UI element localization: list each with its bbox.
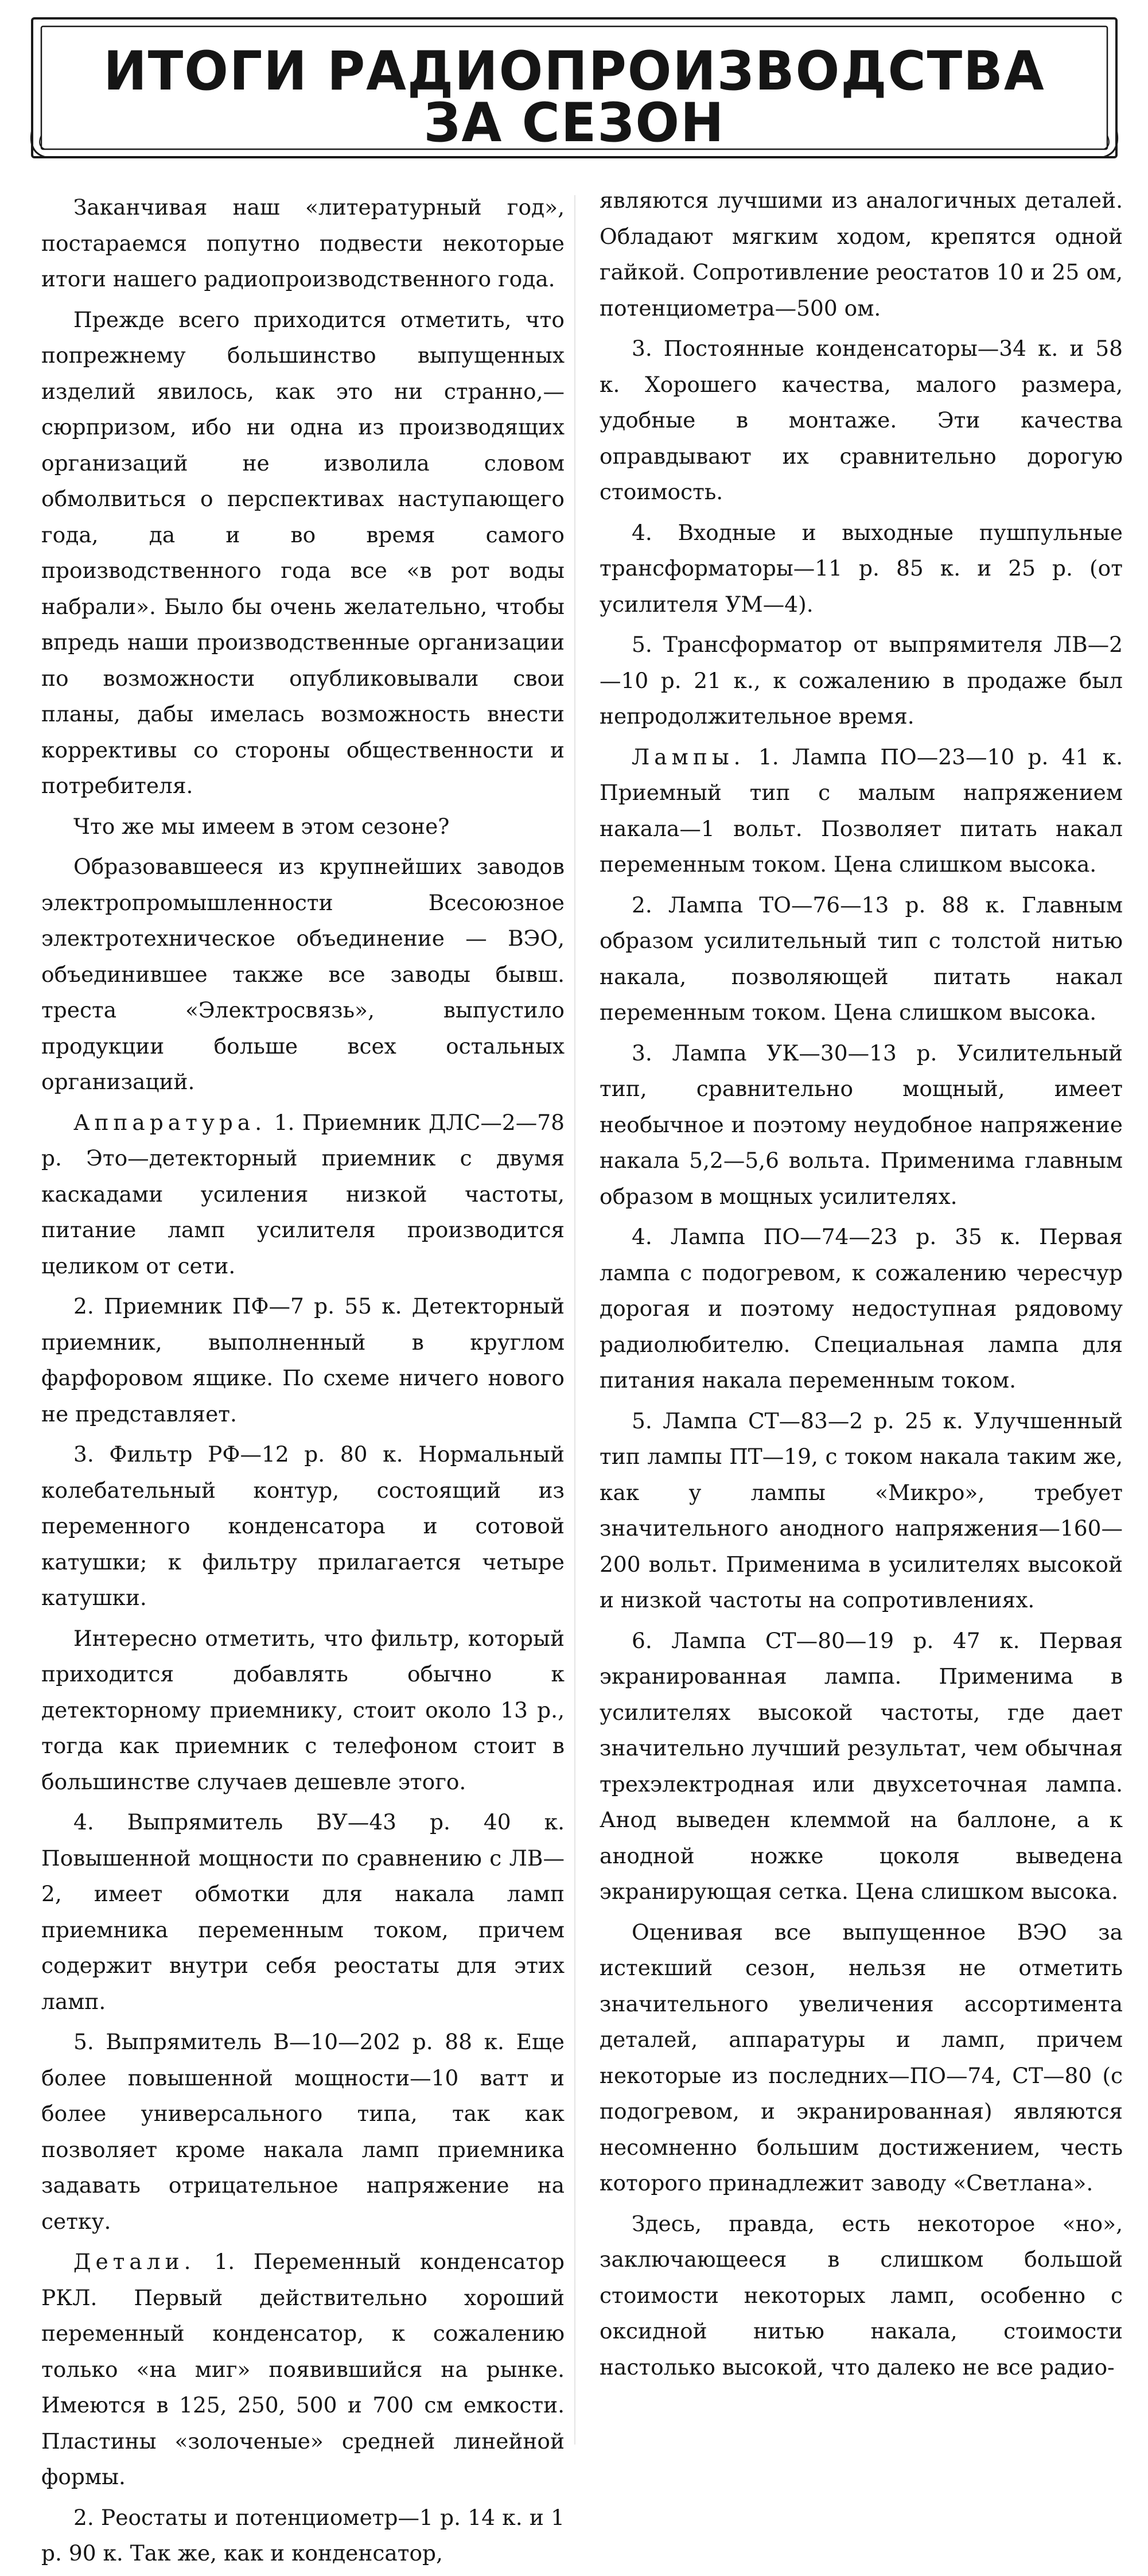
paragraph: Что же мы имеем в этом сезоне? [73, 813, 450, 839]
paragraph [600, 739, 1123, 883]
column-divider [574, 195, 575, 2445]
paragraph-text: 1. Лампа ПО—23—10 р. 41 к. Приемный тип с малым напряжением накала—1 вольт. Позволяет питать накал переменным током. Цена слишком высока. [600, 744, 1123, 877]
paragraph-text: 1. Приемник ДЛС—2—78 р. Это—детекторный приемник с двумя каскадами усиления низкой частоты, питание ламп усилителя производится целиком от сети. [41, 1109, 565, 1279]
paragraph: Образовавшееся из крупнейших заводов электропромышленности Всесоюзное электротехническое объединение — ВЭО, объединившее также все заводы бывш. треста «Электросвязь», выпустило продукции больше всех остальных организаций. [41, 854, 565, 1094]
paragraph: Заканчивая наш «литературный год», постараемся попутно подвести некоторые итоги нашего радиопроизводственного года. [41, 195, 565, 292]
paragraph: 3. Лампа УК—30—13 р. Усилительный тип, сравнительно мощный, имеет необычное и поэтому неудобное напряжение накала 5,2—5,6 вольта. Применима главным образом в мощных усилителях. [600, 1040, 1123, 1209]
title-line-2: ЗА СЕЗОН [423, 92, 725, 154]
paragraph: Интересно отметить, что фильтр, который приходится добавлять обычно к детекторному приемнику, стоит около 13 р., тогда как приемник с телефоном стоит в большинстве случаев дешевле этого. [41, 1625, 565, 1794]
section-heading-apparatus: Аппаратура. [73, 1109, 267, 1135]
paragraph: Оценивая все выпущенное ВЭО за истекший сезон, нельзя не отметить значительного увеличения ассортимента деталей, аппаратуры и ламп, причем некоторые из последних—ПО—74, СТ—80 (с подогревом, и экранированная) являются несомненно большим достижением, честь которого принадлежит заводу «Светлана». [600, 1919, 1123, 2196]
paragraph: Прежде всего приходится отметить, что попрежнему большинство выпущенных изделий явилось, как это ни странно,— сюрпризом, ибо ни одна из производящих организаций не изволила словом обмолвиться о перспективах наступающего года, да и во время самого производственного года все «в рот воды набрали». Было бы очень желательно, чтобы впредь наши производственные организации по возможности опубликовывали свои планы, дабы имелась возможность внести коррективы со стороны общественности и потребителя. [41, 306, 565, 798]
left-column [41, 189, 565, 2576]
paragraph-text: 1. Переменный конденсатор РКЛ. Первый действительно хороший переменный конденсатор, к сожалению только «на миг» появившийся на рынке. Имеются в 125, 250, 500 и 700 см емкости. Пластины «золоченые» средней линейной формы. [41, 2249, 565, 2489]
paragraph: 2. Лампа ТО—76—13 р. 88 к. Главным образом усилительный тип с толстой нитью накала, позволяющей питать накал переменным током. Цена слишком высока. [600, 892, 1123, 1025]
paragraph: 2. Приемник ПФ—7 р. 55 к. Детекторный приемник, выполненный в круглом фарфоровом ящике. По схеме ничего нового не представляет. [41, 1293, 565, 1427]
paragraph: 4. Входные и выходные пушпульные трансформаторы—11 р. 85 к. и 25 р. (от усилителя УМ—4). [600, 519, 1123, 617]
paragraph: 4. Лампа ПО—74—23 р. 35 к. Первая лампа с подогревом, к сожалению чересчур дорогая и поэтому недоступная рядовому радиолюбителю. Специальная лампа для питания накала переменным током. [600, 1224, 1123, 1393]
paragraph: 4. Выпрямитель ВУ—43 р. 40 к. Повышенной мощности по сравнению с ЛВ—2, имеет обмотки для накала ламп приемника переменным током, причем содержит внутри себя реостаты для этих ламп. [41, 1809, 565, 2014]
section-heading-lamps: Лампы. [632, 744, 745, 770]
page-title [50, 40, 1098, 154]
paragraph [41, 1105, 565, 1284]
title-line-1: ИТОГИ РАДИОПРОИЗВОДСТВА [103, 40, 1045, 103]
paragraph: являются лучшими из аналогичных деталей. Обладают мягким ходом, крепятся одной гайкой. Сопротивление реостатов 10 и 25 ом, потенциометра—500 ом. [600, 188, 1123, 321]
paragraph: 6. Лампа СТ—80—19 р. 47 к. Первая экранированная лампа. Применима в усилителях высокой частоты, где дает значительно лучший результат, чем обычная трехэлектродная или двухсеточная лампа. Анод выведен клеммой на баллоне, а к анодной ножке цоколя выведена экранирующая сетка. Цена слишком высока. [600, 1627, 1123, 1904]
section-heading-details: Детали. [73, 2249, 196, 2274]
paragraph: 5. Выпрямитель В—10—202 р. 88 к. Еще более повышенной мощности—10 ватт и более универсального типа, так как позволяет кроме накала ламп приемника задавать отрицательное напряжение на сетку. [41, 2029, 565, 2234]
paragraph [41, 2244, 565, 2495]
title-frame [29, 15, 1120, 161]
paragraph: 3. Фильтр РФ—12 р. 80 к. Нормальный колебательный контур, состоящий из переменного конденсатора и сотовой катушки; к фильтру прилагается четыре катушки. [41, 1442, 565, 1610]
right-column [600, 182, 1123, 2389]
paragraph: 5. Лампа СТ—83—2 р. 25 к. Улучшенный тип лампы ПТ—19, с током накала таким же, как у лампы «Микро», требует значительного анодного напряжения—160—200 вольт. Применима в усилителях высокой и низкой частоты на сопротивлениях. [600, 1408, 1123, 1613]
paragraph: 2. Реостаты и потенциометр—1 р. 14 к. и 1 р. 90 к. Так же, как и конденсатор, [41, 2504, 565, 2566]
paragraph: Здесь, правда, есть некоторое «но», заключающееся в слишком большой стоимости некоторых ламп, особенно с оксидной нитью накала, стоимости настолько высокой, что далеко не все радио- [600, 2210, 1123, 2380]
paragraph: 5. Трансформатор от выпрямителя ЛВ—2—10 р. 21 к., к сожалению в продаже был непродолжительное время. [600, 632, 1123, 729]
paragraph: 3. Постоянные конденсаторы—34 к. и 58 к. Хорошего качества, малого размера, удобные в монтаже. Эти качества оправдывают их сравнительно дорогую стоимость. [600, 336, 1123, 504]
